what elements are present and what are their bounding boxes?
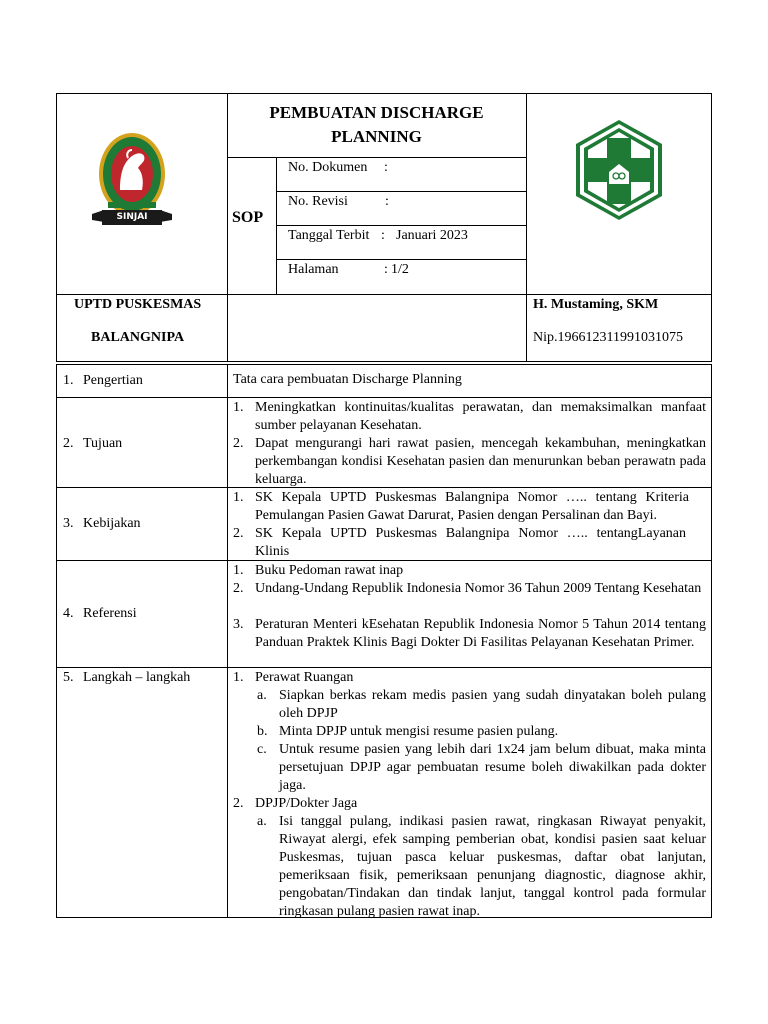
section-label-pengertian: Pengertian [83,373,143,388]
pengertian-text: Tata cara pembuatan Discharge Planning [233,372,462,387]
list-number: 2. [233,436,244,451]
section-number: 5. [63,670,74,685]
section-label-langkah: Langkah – langkah [83,670,191,685]
list-item: Undang-Undang Republik Indonesia Nomor 36 Tahun 2009 Tentang Kesehatan [255,581,702,596]
list-number: 1. [233,670,244,685]
issue-date-value: Januari 2023 [396,228,468,243]
sub-list-letter: c. [257,742,267,757]
section-label-kebijakan: Kebijakan [83,516,141,531]
section-number: 2. [63,436,74,451]
sinjai-emblem-logo [90,128,174,232]
sub-list-letter: b. [257,724,268,739]
revision-sep: : [385,194,389,209]
section-number: 4. [63,606,74,621]
health-cross-icon [573,118,665,222]
list-number: 2. [233,526,244,541]
sub-list-letter: a. [257,688,267,703]
list-item: Buku Pedoman rawat inap [255,563,404,578]
emblem-banner: SINJAI [102,210,162,225]
revision-label: No. Revisi [288,194,348,209]
list-item: Dapat mengurangi hari rawat pasien, mencegah kekambuhan, meningkatkan perkembangan kondisi Kesehatan pasien dan menurunkan beban perawatn pada keluarga. [255,436,706,487]
doc-number-label: No. Dokumen [288,160,368,175]
list-number: 1. [233,400,244,415]
document-title-line1: PEMBUATAN DISCHARGE [269,103,484,122]
issue-date-sep: : [381,228,385,243]
section-number: 1. [63,373,74,388]
list-item: SK Kepala UPTD Puskesmas Balangnipa Nomor ….. tentangLayanan Klinis [255,526,686,559]
group-title-perawat: Perawat Ruangan [255,670,354,685]
document-title-line2: PLANNING [331,127,422,146]
list-item: SK Kepala UPTD Puskesmas Balangnipa Nomor ….. tentang Kriteria Pemulangan Pasien Gawat Darurat, Pasien dengan Persalinan dan Bayi. [255,490,689,523]
page-label: Halaman [288,262,339,277]
sub-list-item: Minta DPJP untuk mengisi resume pasien pulang. [279,724,559,739]
list-number: 2. [233,581,244,596]
list-item: Peraturan Menteri kEsehatan Republik Indonesia Nomor 5 Tahun 2014 tentang Panduan Praktek Klinis Bagi Dokter Di Fasilitas Pelayanan Kesehatan Primer. [255,617,706,650]
section-label-referensi: Referensi [83,606,137,621]
sop-label: SOP [232,209,264,226]
list-number: 1. [233,490,244,505]
list-item: Meningkatkan kontinuitas/kualitas perawatan, dan memaksimalkan manfaat sumber pelayanan Kesehatan. [255,400,706,433]
org-name-line2: BALANGNIPA [91,330,185,345]
list-number: 3. [233,617,244,632]
puskesmas-logo [573,118,665,222]
page-sep: : [384,262,388,277]
signer-nip: Nip.196612311991031075 [533,330,683,345]
sub-list-item: Untuk resume pasien yang lebih dari 1x24 jam belum dibuat, maka minta persetujuan DPJP agar pembuatan resume boleh diwakilkan pada dokter jaga. [279,742,706,793]
group-title-dpjp: DPJP/Dokter Jaga [255,796,358,811]
sub-list-item: Siapkan berkas rekam medis pasien yang sudah dinyatakan boleh pulang oleh DPJP [279,688,706,721]
signer-name: H. Mustaming, SKM [533,297,659,312]
sub-list-item: Isi tanggal pulang, indikasi pasien rawat, ringkasan Riwayat penyakit, Riwayat alergi, efek samping pemberian obat, kondisi pasien saat keluar Puskesmas, tujuan pasca keluar puskesmas, daftar obat lanjutan, pemeriksaan fisik, pemeriksaan penunjang diagnostic, diagnose akhir, pengobatan/Tindakan dan tindak lanjut, tanggal kontrol pada formular ringkasan pulang pasien rawat inap. [279,814,706,919]
list-number: 1. [233,563,244,578]
page-value: 1/2 [391,262,409,277]
issue-date-label: Tanggal Terbit [288,228,370,243]
sub-list-letter: a. [257,814,267,829]
doc-number-sep: : [384,160,388,175]
org-name-line1: UPTD PUSKESMAS [74,297,202,312]
section-label-tujuan: Tujuan [83,436,123,451]
list-number: 2. [233,796,244,811]
section-number: 3. [63,516,74,531]
